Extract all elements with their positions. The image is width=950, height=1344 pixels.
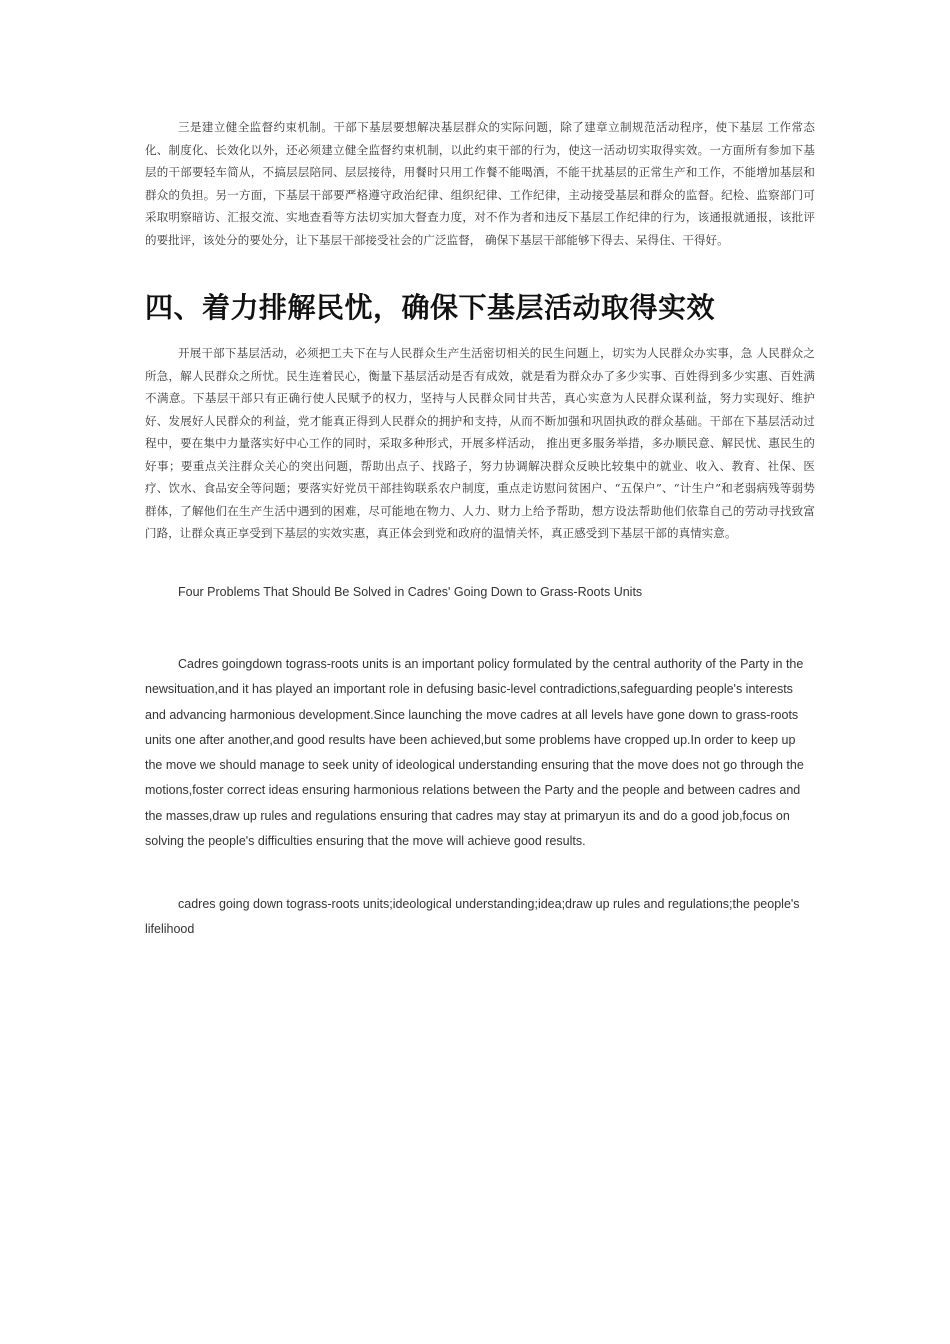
section-4-paragraph: 开展干部下基层活动，必须把工夫下在与人民群众生产生活密切相关的民生问题上，切实为人民群众办实事，急 人民群众之所急，解人民群众之所忧。民生连着民心，衡量下基层活动是否有成效，就是看为群众办了多少实事、百姓得到多少实惠、百姓满不满意。下基层干部只有正确行使人民赋予的权力，坚持与人民群众同甘共苦，真心实意为人民群众谋利益，努力实现好、维护好、发展好人民群众的利益，党才能真正得到人民群众的拥护和支持，从而不断加强和巩固执政的群众基础。干部在下基层活动过程中，要在集中力量落实好中心工作的同时，采取多种形式，开展多样活动， 推出更多服务举措，多办顺民意、解民忧、惠民生的好事；要重点关注群众关心的突出问题，帮助出点子、找路子，努力协调解决群众反映比较集中的就业、收入、教育、社保、医疗、饮水、食品安全等问题；要落实好党员干部挂钩联系农户制度，重点走访慰问贫困户、“五保户”、“计生户”和老弱病残等弱势群体，了解他们在生产生活中遇到的困难，尽可能地在物力、人力、财力上给予帮助，想方设法帮助他们依靠自己的劳动寻找致富门路，让群众真正享受到下基层的实效实惠，真正体会到党和政府的温情关怀，真正感受到下基层干部的真情实意。 [145,346,815,540]
english-keywords: cadres going down tograss-roots units;ideological understanding;idea;draw up rules and regulations;the people's lifelihood [145,897,800,937]
english-title: Four Problems That Should Be Solved in Cadres' Going Down to Grass-Roots Units [178,585,643,599]
section-3-paragraph: 三是建立健全监督约束机制。干部下基层要想解决基层群众的实际问题，除了建章立制规范活动程序，使下基层 工作常态化、制度化、长效化以外，还必须建立健全监督约束机制，以此约束干部的行为，使这一活动切实取得实效。一方面所有参加下基层的干部要轻车简从，不搞层层陪同、层层接待，用餐时只用工作餐不能喝酒，不能干扰基层的正常生产和工作，不能增加基层和群众的负担。另一方面，下基层干部要严格遵守政治纪律、组织纪律、工作纪律，主动接受基层和群众的监督。纪检、监察部门可采取明察暗访、汇报交流、实地查看等方法切实加大督查力度，对不作为者和违反下基层工作纪律的行为，该通报就通报，该批评的要批评，该处分的要处分，让下基层干部接受社会的广泛监督， 确保下基层干部能够下得去、呆得住、干得好。 [145,120,815,247]
section-4-heading: 四、着力排解民忧，确保下基层活动取得实效 [145,291,716,324]
english-abstract: Cadres goingdown tograss-roots units is an important policy formulated by the central authority of the Party in the newsituation,and it has played an important role in defusing basic-level contradictions,safeguarding people's interests and advancing harmonious development.Since launching the move cadres at all levels have gone down to grass-roots units one after another,and good results have been achieved,but some problems have cropped up.In order to keep up the move we should manage to seek unity of ideological understanding ensuring that the move does not go through the motions,foster correct ideas ensuring harmonious relations between the Party and the people and between cadres and the masses,draw up rules and regulations ensuring that cadres may stay at primaryun its and do a good job,focus on solving the people's difficulties ensuring that the move will achieve good results. [145,657,804,849]
